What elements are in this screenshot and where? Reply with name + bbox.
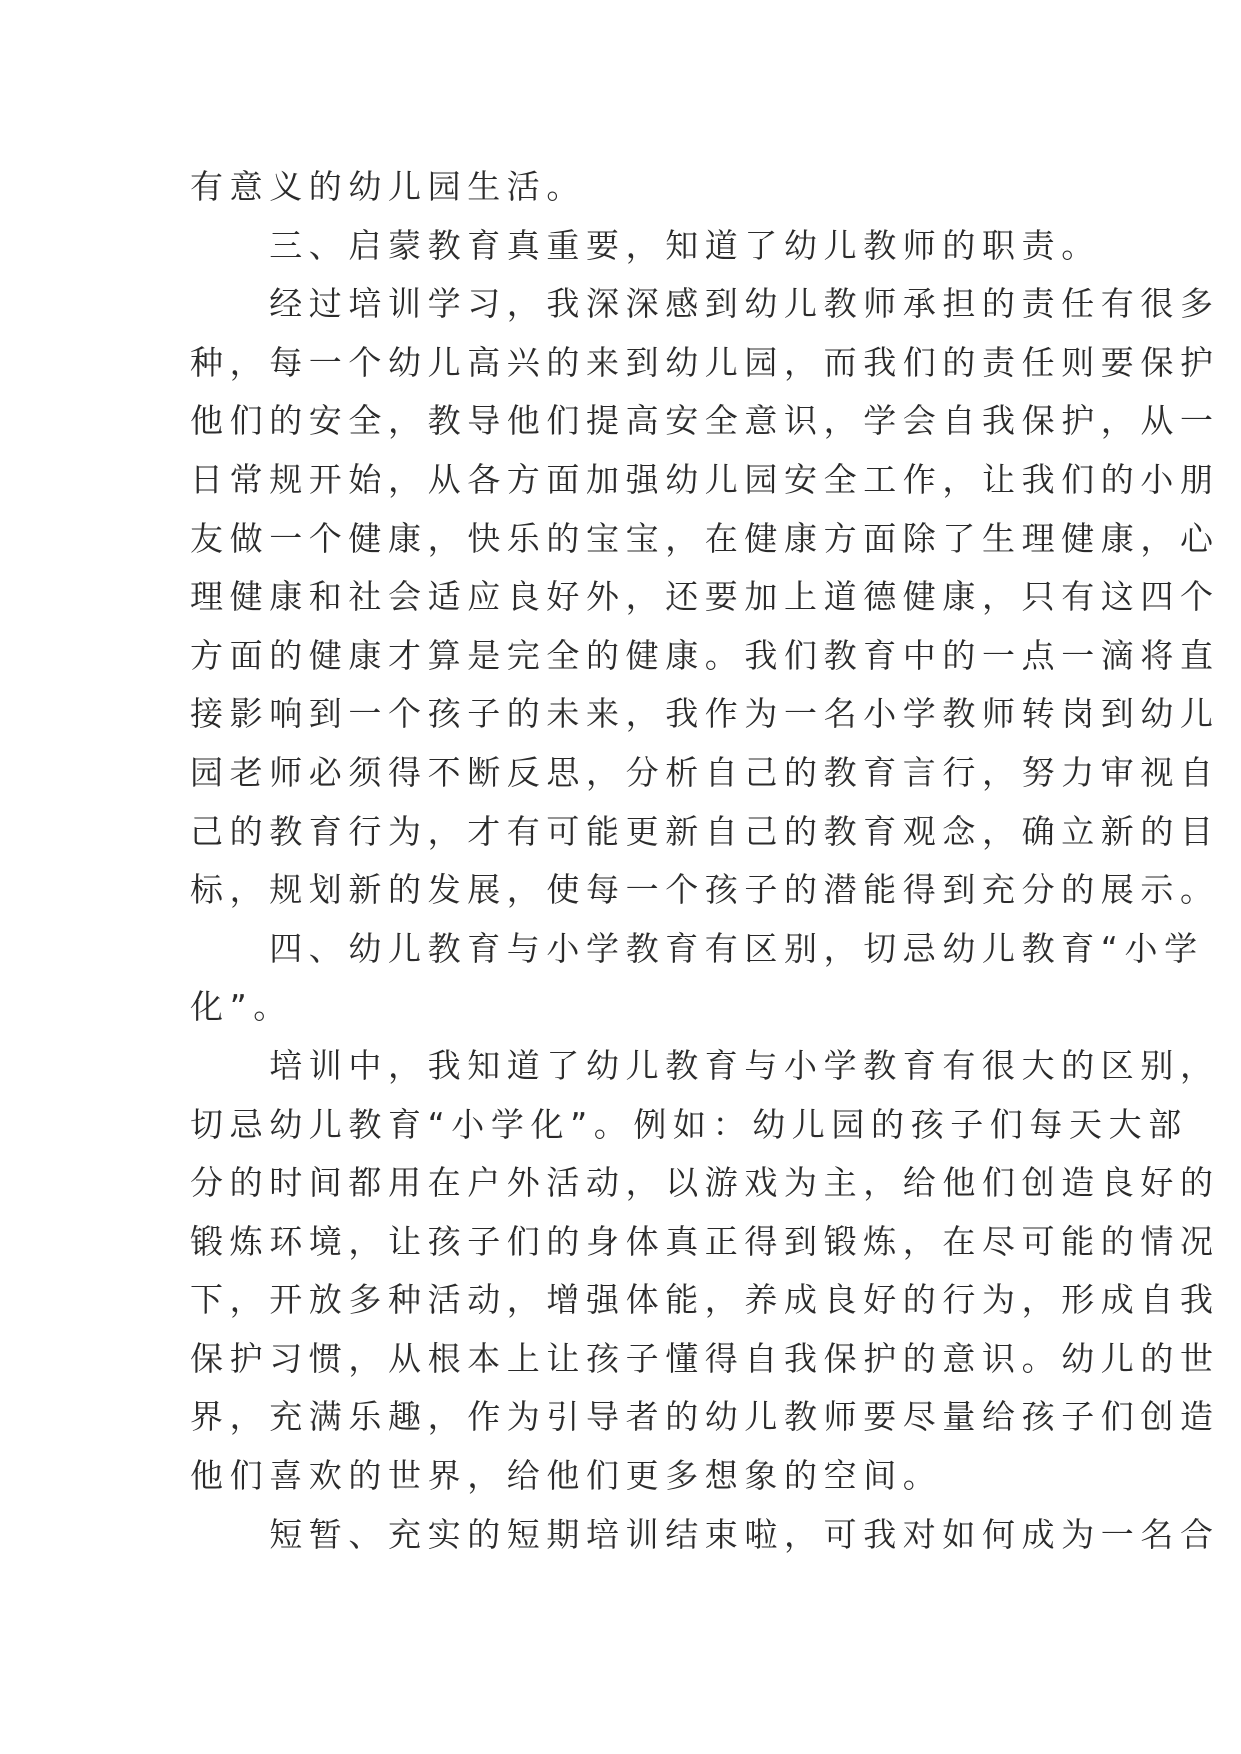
text-line: 友做一个健康，快乐的宝宝，在健康方面除了生理健康，心 [190, 518, 1220, 558]
heading-line: 四、幼儿教育与小学教育有区别，切忌幼儿教育“小学 [190, 928, 1204, 968]
body-text [190, 158, 1220, 1564]
text-line: 接影响到一个孩子的未来，我作为一名小学教师转岗到幼儿 [190, 694, 1220, 734]
text-line: 有意义的幼儿园生活。 [190, 167, 586, 206]
text-line: 短暂、充实的短期培训结束啦，可我对如何成为一名合 [190, 1514, 1220, 1554]
heading-line: 化”。 [190, 987, 293, 1027]
text-line: 日常规开始，从各方面加强幼儿园安全工作，让我们的小朋 [190, 459, 1220, 499]
text-line: 锻炼环境，让孩子们的身体真正得到锻炼，在尽可能的情况 [190, 1221, 1220, 1261]
text-line: 园老师必须得不断反思，分析自己的教育言行，努力审视自 [190, 752, 1220, 792]
text-line: 下，开放多种活动，增强体能，养成良好的行为，形成自我 [190, 1280, 1220, 1320]
text-line: 他们喜欢的世界，给他们更多想象的空间。 [190, 1456, 943, 1496]
text-line: 保护习惯，从根本上让孩子懂得自我保护的意识。幼儿的世 [190, 1338, 1220, 1378]
text-line: 标，规划新的发展，使每一个孩子的潜能得到充分的展示。 [190, 870, 1220, 910]
text-line: 理健康和社会适应良好外，还要加上道德健康，只有这四个 [190, 577, 1220, 617]
text-line: 方面的健康才算是完全的健康。我们教育中的一点一滴将直 [190, 635, 1220, 675]
text-line: 界，充满乐趣，作为引导者的幼儿教师要尽量给孩子们创造 [190, 1397, 1220, 1437]
text-line: 种，每一个幼儿高兴的来到幼儿园，而我们的责任则要保护 [190, 342, 1220, 382]
text-line: 经过培训学习，我深深感到幼儿教师承担的责任有很多 [190, 284, 1220, 324]
heading-line: 三、启蒙教育真重要，知道了幼儿教师的职责。 [190, 225, 1101, 265]
text-line: 他们的安全，教导他们提高安全意识，学会自我保护，从一 [190, 401, 1220, 441]
text-line: 切忌幼儿教育“小学化”。例如：幼儿园的孩子们每天大部 [190, 1104, 1188, 1144]
text-line: 己的教育行为，才有可能更新自己的教育观念，确立新的目 [190, 811, 1220, 851]
text-line: 培训中，我知道了幼儿教育与小学教育有很大的区别， [190, 1045, 1220, 1085]
text-line: 分的时间都用在户外活动，以游戏为主，给他们创造良好的 [190, 1163, 1220, 1203]
